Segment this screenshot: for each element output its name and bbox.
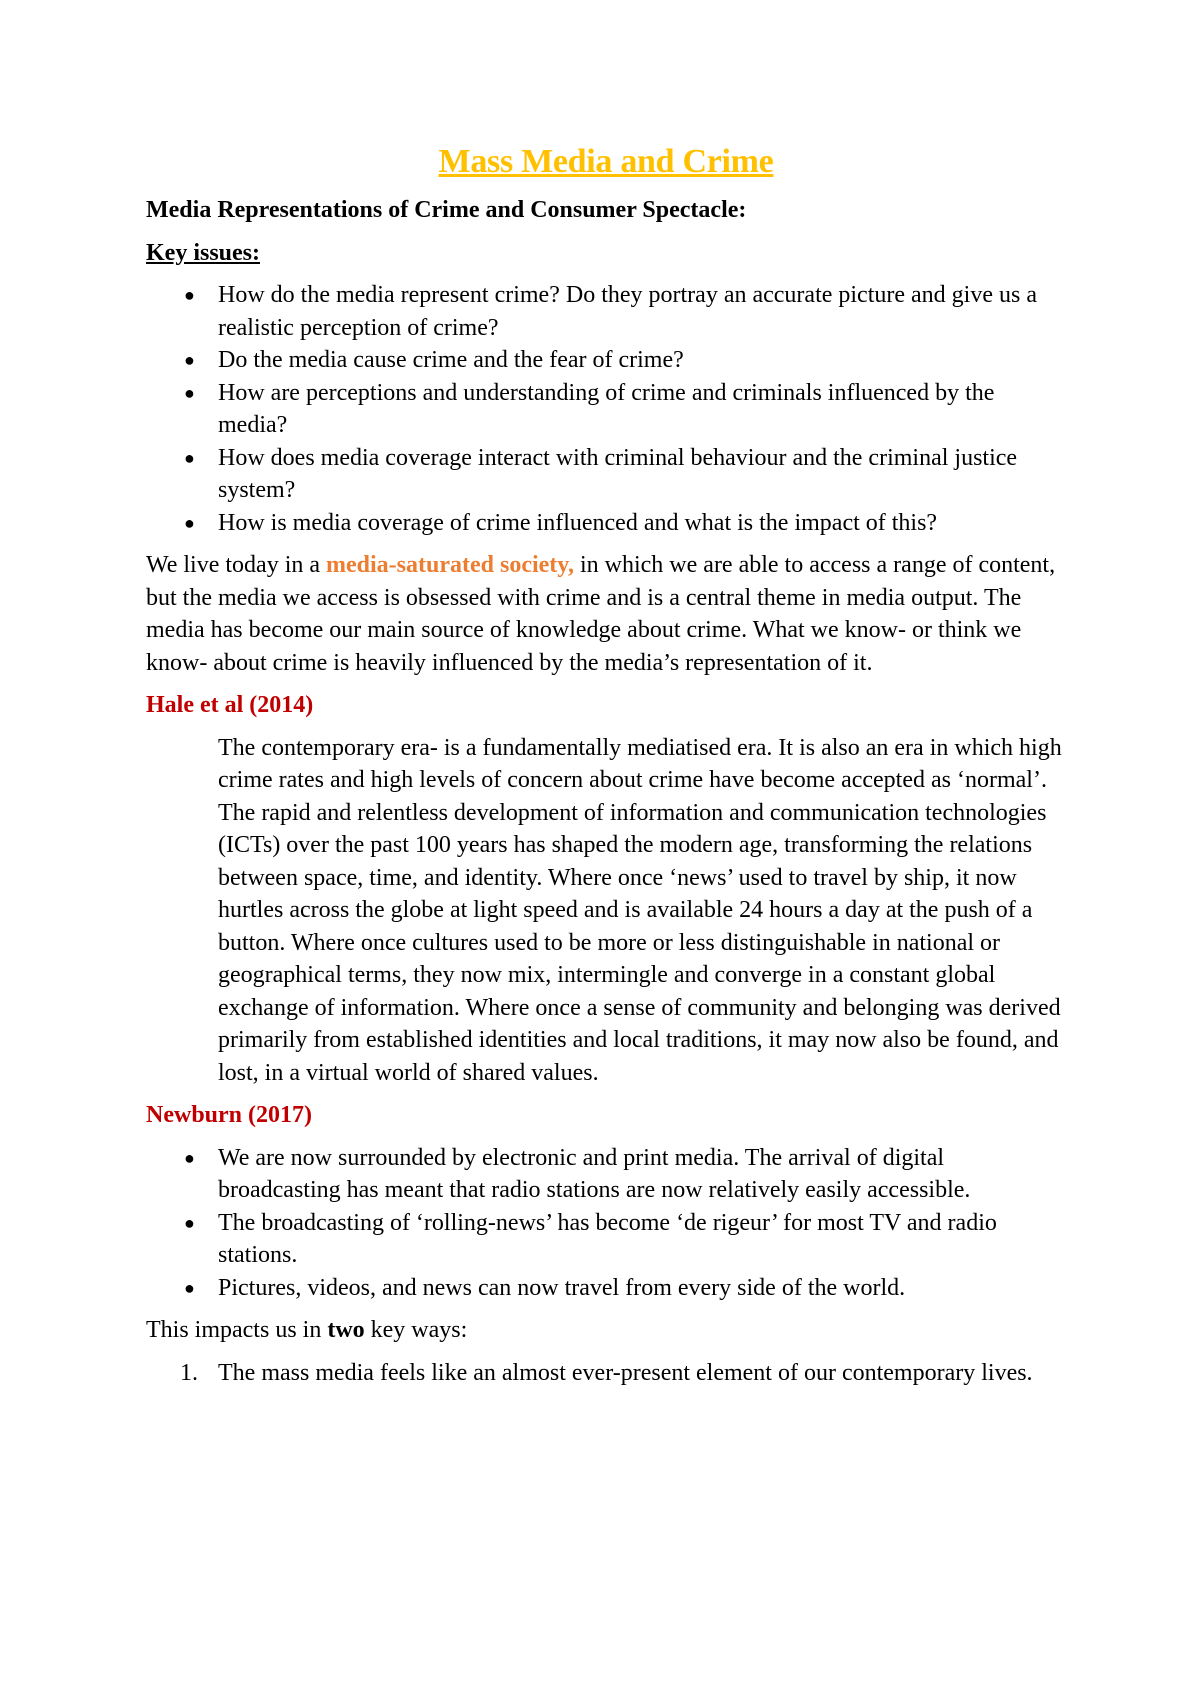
list-item: ● We are now surrounded by electronic and print media. The arrival of digital broadcasting has meant that radio stations are now relatively easily accessible. <box>146 1142 1066 1207</box>
highlight-term: media-saturated society, <box>326 552 574 578</box>
emphasis-word: two <box>327 1317 365 1343</box>
list-item: ● How does media coverage interact with criminal behaviour and the criminal justice system? <box>146 442 1066 507</box>
document-content <box>146 140 1066 1399</box>
intro-paragraph: We live today in a media-saturated society, in which we are able to access a range of content, but the media we access is obsessed with crime and is a central theme in media output. The media has become our main source of knowledge about crime. What we know- or think we know- about crime is heavily influenced by the media’s representation of it. <box>146 552 1056 676</box>
newburn-heading: Newburn (2017) <box>146 1102 312 1128</box>
bullet-icon: ● <box>184 382 195 403</box>
key-issues-label: Key issues: <box>146 239 260 266</box>
bullet-icon: ● <box>184 1147 195 1168</box>
newburn-list <box>146 1142 1066 1305</box>
bullet-icon: ● <box>184 1277 195 1298</box>
bullet-icon: ● <box>184 285 195 305</box>
section-subheading: Media Representations of Crime and Consumer Spectacle: <box>146 197 747 223</box>
bullet-icon: ● <box>184 1212 195 1233</box>
list-item: 1. The mass media feels like an almost ever-present element of our contemporary lives. <box>146 1357 1066 1390</box>
list-number: 1. <box>180 1359 198 1386</box>
impacts-paragraph: This impacts us in two key ways: <box>146 1317 468 1343</box>
list-item: ● How is media coverage of crime influenced and what is the impact of this? <box>146 507 1066 540</box>
key-issues-list <box>146 279 1066 539</box>
hale-heading: Hale et al (2014) <box>146 692 314 718</box>
bullet-icon: ● <box>184 447 195 468</box>
bullet-icon: ● <box>184 512 195 533</box>
page-title: Mass Media and Crime <box>438 143 774 180</box>
hale-quote: The contemporary era- is a fundamentally mediatised era. It is also an era in which high crime rates and high levels of concern about crime have become accepted as ‘normal’. The rapid and relentless development of information and communication technologies (ICTs) over the past 100 years has shaped the modern age, transforming the relations between space, time, and identity. Where once ‘news’ used to travel by ship, it now hurtles across the globe at light speed and is available 24 hours a day at the push of a button. Where once cultures used to be more or less distinguishable in national or geographical terms, they now mix, intermingle and converge in a constant global exchange of information. Where once a sense of community and belonging was derived primarily from established identities and local traditions, it may now also be found, and lost, in a virtual world of shared values. <box>218 734 1062 1086</box>
list-item: ● Do the media cause crime and the fear of crime? <box>146 344 1066 377</box>
impacts-list <box>146 1357 1066 1390</box>
list-item: ● How do the media represent crime? Do they portray an accurate picture and give us a realistic perception of crime? <box>146 279 1066 344</box>
list-item: ● Pictures, videos, and news can now travel from every side of the world. <box>146 1272 1066 1305</box>
list-item: ● How are perceptions and understanding of crime and criminals influenced by the media? <box>146 377 1066 442</box>
bullet-icon: ● <box>184 350 195 370</box>
list-item: ● The broadcasting of ‘rolling-news’ has become ‘de rigeur’ for most TV and radio stations. <box>146 1207 1066 1272</box>
